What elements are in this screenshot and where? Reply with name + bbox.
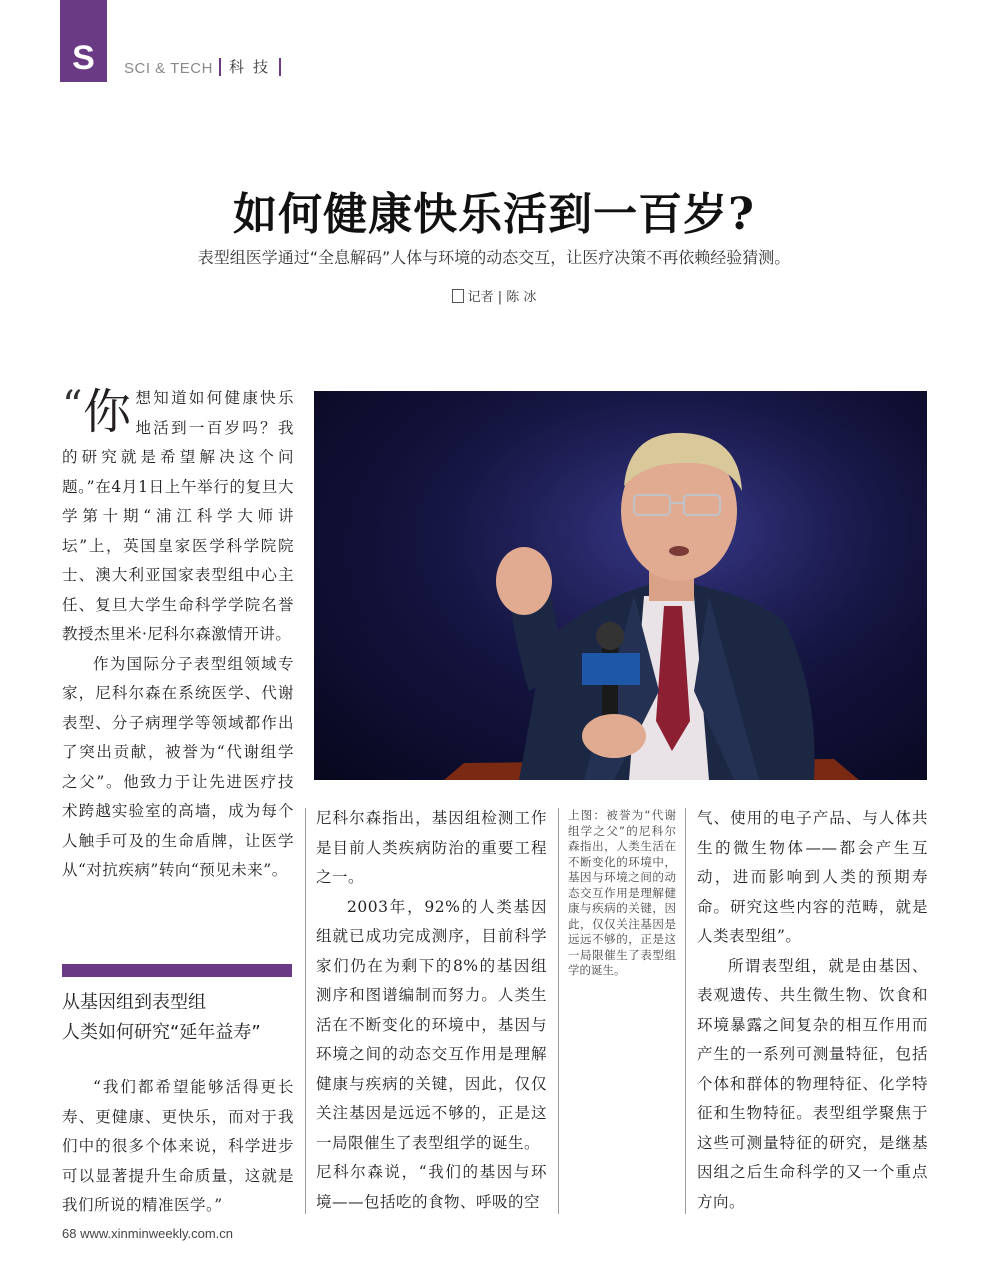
left-column-lower: [62, 1073, 294, 1221]
paragraph-intro: [62, 384, 294, 650]
byline: [0, 286, 988, 305]
right-column: [697, 804, 928, 1217]
pen-icon: [452, 289, 464, 303]
footer-url: www.xinminweekly.com.cn: [80, 1226, 234, 1241]
page-footer: [62, 1226, 233, 1241]
subhead-bar: [62, 964, 292, 977]
middle-column: [316, 804, 547, 1217]
paragraph-profile: 作为国际分子表型组领域专家，尼科尔森在系统医学、代谢表型、分子病理学等领域都作出了突出贡献，被誉为“代谢组学之父”。他致力于让先进医疗技术跨越实验室的高墙，成为每个人触手可及的生命盾牌，让医学从“对抗疾病”转向“预见未来”。: [62, 654, 294, 879]
column-rule-2: [558, 808, 559, 1214]
section-tab: [60, 0, 107, 82]
paragraph-quote: “我们都希望能够活得更长寿、更健康、更快乐，而对于我们中的很多个体来说，科学进步可以显著提升生命质量，这就是我们所说的精准医学。”: [62, 1078, 294, 1214]
page-number: 68: [62, 1226, 77, 1241]
paragraph-genome: 尼科尔森指出，基因组检测工作是目前人类疾病防治的重要工程之一。: [316, 809, 547, 886]
byline-text: 记者 | 陈 冰: [467, 290, 537, 305]
photo-caption: 上图：被誉为“代谢组学之父”的尼科尔森指出，人类生活在不断变化的环境中，基因与环境之间的动态交互作用是理解健康与疾病的关键，因此，仅仅关注基因是远远不够的，正是这一局限催生了表型组学的诞生。: [568, 808, 676, 977]
section-chinese-label: 科技: [219, 58, 281, 76]
subhead-line-2: 人类如何研究“延年益寿”: [62, 1022, 261, 1043]
dropcap: 你: [82, 384, 132, 440]
article-headline: 如何健康快乐活到一百岁?: [233, 189, 755, 240]
column-rule-3: [685, 808, 686, 1214]
subhead: [62, 988, 294, 1048]
paragraph-2003: 2003年，92%的人类基因组就已成功完成测序，目前科学家们仍在为剩下的8%的基因组测序和图谱编制而努力。人类生活在不断变化的环境中，基因与环境之间的动态交互作用是理解健康与疾病的关键，因此，仅仅关注基因是远远不够的，正是这一局限催生了表型组学的诞生。: [316, 897, 547, 1152]
paragraph-phenome-definition: 所谓表型组，就是由基因、表观遗传、共生微生物、饮食和环境暴露之间复杂的相互作用而产生的一系列可测量特征，包括个体和群体的物理特征、化学特征和生物特征。表型组学聚焦于这些可测量特征的研究，是继基因组之后生命科学的又一个重点方向。: [697, 956, 928, 1211]
section-letter: S: [72, 39, 95, 77]
section-english-label: SCI & TECH: [124, 60, 213, 77]
subhead-line-1: 从基因组到表型组: [62, 992, 206, 1013]
opening-quote-mark: “: [62, 383, 83, 429]
column-rule-1: [305, 808, 306, 1214]
paragraph-continuation: 气、使用的电子产品、与人体共生的微生物体——都会产生互动，进而影响到人类的预期寿命。研究这些内容的范畴，就是人类表型组”。: [697, 809, 928, 945]
paragraph-intro-text: 想知道如何健康快乐地活到一百岁吗？我的研究就是希望解决这个问题。”在4月1日上午举行的复旦大学第十期“浦江科学大师讲坛”上，英国皇家医学科学院院士、澳大利亚国家表型组中心主任、复旦大学生命科学学院名誉教授杰里米·尼科尔森激情开讲。: [62, 389, 294, 643]
left-column: [62, 384, 294, 886]
speaker-photo-illustration: [314, 391, 927, 780]
paragraph-nicholson-says: 尼科尔森说，“我们的基因与环境——包括吃的食物、呼吸的空: [316, 1163, 547, 1211]
article-deck: 表型组医学通过“全息解码”人体与环境的动态交互，让医疗决策不再依赖经验猜测。: [197, 248, 791, 267]
speaker-photo: [314, 391, 927, 780]
